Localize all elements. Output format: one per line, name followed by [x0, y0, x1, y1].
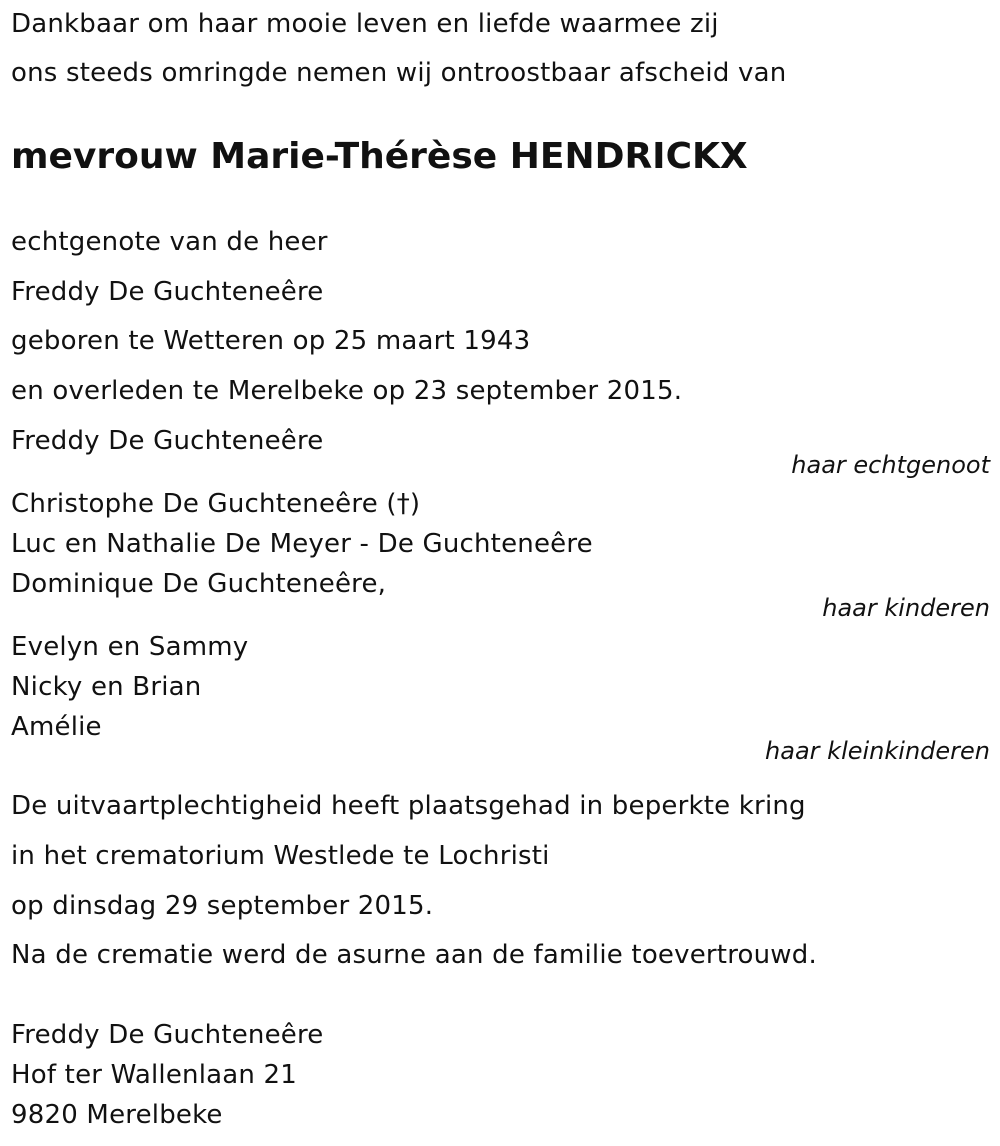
child-name: Dominique De Guchteneêre,	[11, 569, 387, 599]
grandchildren-role: haar kleinkinderen	[765, 737, 990, 765]
address-street: Hof ter Wallenlaan 21	[11, 1060, 298, 1090]
children-role: haar kinderen	[822, 594, 990, 622]
detail-line-3: geboren te Wetteren op 25 maart 1943	[11, 326, 531, 356]
ceremony-line-3: op dinsdag 29 september 2015.	[11, 891, 434, 921]
detail-line-1: echtgenote van de heer	[11, 227, 328, 257]
grandchild-name: Nicky en Brian	[11, 672, 202, 702]
ceremony-line-4: Na de crematie werd de asurne aan de familie toevertrouwd.	[11, 940, 817, 970]
ceremony-line-1: De uitvaartplechtigheid heeft plaatsgehad in beperkte kring	[11, 791, 806, 821]
deceased-name: mevrouw Marie-Thérèse HENDRICKX	[11, 136, 748, 177]
spouse-role: haar echtgenoot	[791, 451, 990, 479]
detail-line-2: Freddy De Guchteneêre	[11, 277, 324, 307]
spouse-name: Freddy De Guchteneêre	[11, 426, 324, 456]
address-name: Freddy De Guchteneêre	[11, 1020, 324, 1050]
child-name: Christophe De Guchteneêre (†)	[11, 489, 421, 519]
intro-line-1: Dankbaar om haar mooie leven en liefde waarmee zij	[11, 9, 719, 39]
address-city: 9820 Merelbeke	[11, 1100, 223, 1130]
detail-line-4: en overleden te Merelbeke op 23 september 2015.	[11, 376, 683, 406]
grandchild-name: Amélie	[11, 712, 102, 742]
grandchild-name: Evelyn en Sammy	[11, 632, 249, 662]
child-name: Luc en Nathalie De Meyer - De Guchteneêre	[11, 529, 593, 559]
ceremony-line-2: in het crematorium Westlede te Lochristi	[11, 841, 550, 871]
intro-line-2: ons steeds omringde nemen wij ontroostbaar afscheid van	[11, 58, 787, 88]
